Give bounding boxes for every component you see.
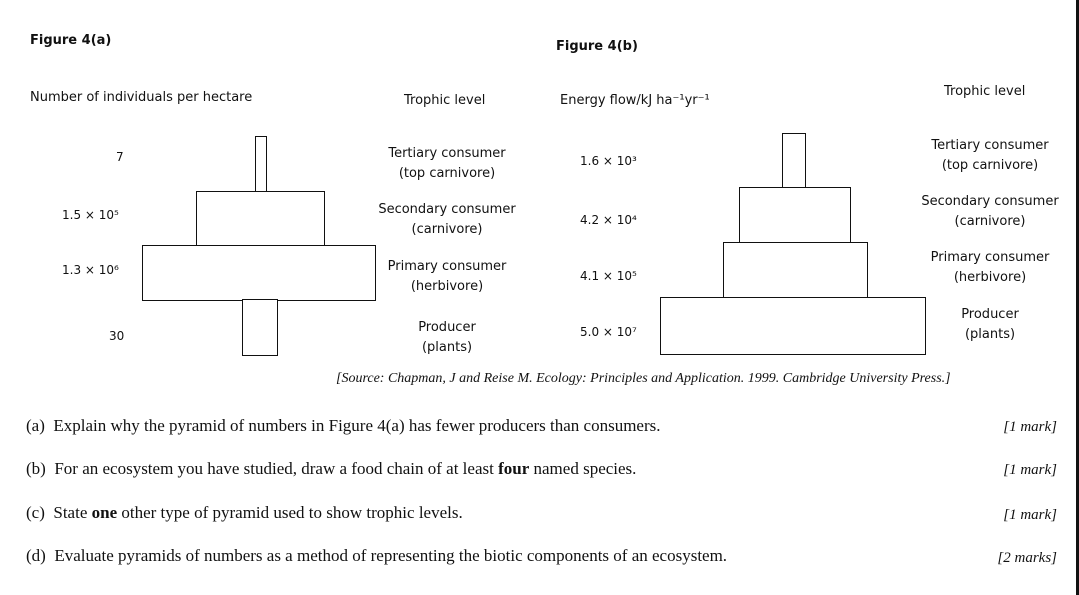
- figure-4b-level-header: Trophic level: [944, 84, 1026, 99]
- question-b-bold: four: [498, 459, 530, 478]
- question-c: [26, 503, 463, 523]
- question-a: [26, 416, 661, 436]
- figure-4a-level-producer-line1: Producer: [418, 320, 476, 335]
- question-d-label: (d): [26, 546, 46, 565]
- question-c-bold: one: [91, 503, 118, 522]
- question-a-label: (a): [26, 416, 45, 435]
- question-d-text: Evaluate pyramids of numbers as a method of representing the biotic components of an ecosystem.: [54, 546, 728, 565]
- question-b: [26, 459, 636, 479]
- figure-4a-level-primary-line2: (herbivore): [410, 279, 484, 294]
- figure-4a-level-producer: [372, 318, 522, 358]
- question-b-label: (b): [26, 459, 46, 478]
- source-citation: [Source: Chapman, J and Reise M. Ecology: Principles and Application. 1999. Cambridge University Press.]: [336, 371, 951, 386]
- figure-4a-bar-primary: [142, 245, 376, 301]
- figure-4b-level-secondary-line1: Secondary consumer: [921, 194, 1059, 209]
- question-b-marks: [1 mark]: [1003, 462, 1057, 478]
- figure-4b-value-producer: 5.0 × 10⁷: [580, 325, 637, 339]
- figure-4a-level-secondary-line2: (carnivore): [411, 222, 483, 237]
- figure-4b-value-secondary: 4.2 × 10⁴: [580, 213, 637, 227]
- figure-4a-level-tertiary-line1: Tertiary consumer: [388, 146, 506, 161]
- figure-4b-bar-producer: [660, 297, 926, 355]
- figure-4a-level-secondary-line1: Secondary consumer: [378, 202, 516, 217]
- figure-4a-level-header: Trophic level: [404, 93, 486, 108]
- figure-4b-value-primary: 4.1 × 10⁵: [580, 269, 637, 283]
- figure-4a-value-primary: 1.3 × 10⁶: [62, 263, 119, 277]
- figure-4b-value-header: Energy flow/kJ ha⁻¹yr⁻¹: [560, 93, 710, 108]
- question-d-marks: [2 marks]: [997, 550, 1057, 566]
- figure-4b-level-producer-line1: Producer: [961, 307, 1019, 322]
- question-a-text: Explain why the pyramid of numbers in Figure 4(a) has fewer producers than consumers.: [53, 416, 661, 435]
- question-d: [26, 546, 727, 566]
- figure-4b-level-primary-line2: (herbivore): [953, 270, 1027, 285]
- figure-4a-title: Figure 4(a): [30, 33, 112, 48]
- figure-4b-level-primary-line1: Primary consumer: [930, 250, 1050, 265]
- question-b-text-after: named species.: [529, 459, 637, 478]
- figure-4a-value-tertiary: 7: [116, 150, 124, 164]
- question-c-label: (c): [26, 503, 45, 522]
- figure-4b-level-secondary-line2: (carnivore): [954, 214, 1026, 229]
- figure-4a-value-producer: 30: [109, 329, 125, 343]
- figure-4b-level-tertiary-line1: Tertiary consumer: [931, 138, 1049, 153]
- figure-4a-bar-secondary: [196, 191, 325, 247]
- question-b-text-before: For an ecosystem you have studied, draw a food chain of at least: [54, 459, 499, 478]
- figure-4b-level-producer: [910, 305, 1070, 345]
- figure-4a-value-header: Number of individuals per hectare: [30, 90, 253, 105]
- figure-4a-level-producer-line2: (plants): [421, 340, 473, 355]
- question-c-text-after: other type of pyramid used to show trophic levels.: [117, 503, 463, 522]
- figure-4a-bar-producer: [242, 299, 278, 356]
- figure-4a-level-primary-line1: Primary consumer: [387, 259, 507, 274]
- figure-4a-level-secondary: [368, 200, 526, 240]
- figure-4b-bar-secondary: [739, 187, 851, 244]
- figure-4b-value-tertiary: 1.6 × 10³: [580, 154, 637, 168]
- figure-4a-level-tertiary: [372, 144, 522, 184]
- figure-4b-level-secondary: [910, 192, 1070, 232]
- figure-4b-level-tertiary-line2: (top carnivore): [941, 158, 1039, 173]
- figure-4b-title: Figure 4(b): [556, 39, 638, 54]
- question-a-marks: [1 mark]: [1003, 419, 1057, 435]
- figure-4a-value-secondary: 1.5 × 10⁵: [62, 208, 119, 222]
- question-c-text-before: State: [53, 503, 92, 522]
- question-c-marks: [1 mark]: [1003, 507, 1057, 523]
- figure-4b-level-primary: [910, 248, 1070, 288]
- figure-4a-level-primary: [372, 257, 522, 297]
- figure-4a-bar-tertiary: [255, 136, 267, 193]
- figure-4b-bar-tertiary: [782, 133, 806, 189]
- figure-4b-level-tertiary: [910, 136, 1070, 176]
- figure-4b-level-producer-line2: (plants): [964, 327, 1016, 342]
- figure-4b-bar-primary: [723, 242, 868, 299]
- figure-4a-level-tertiary-line2: (top carnivore): [398, 166, 496, 181]
